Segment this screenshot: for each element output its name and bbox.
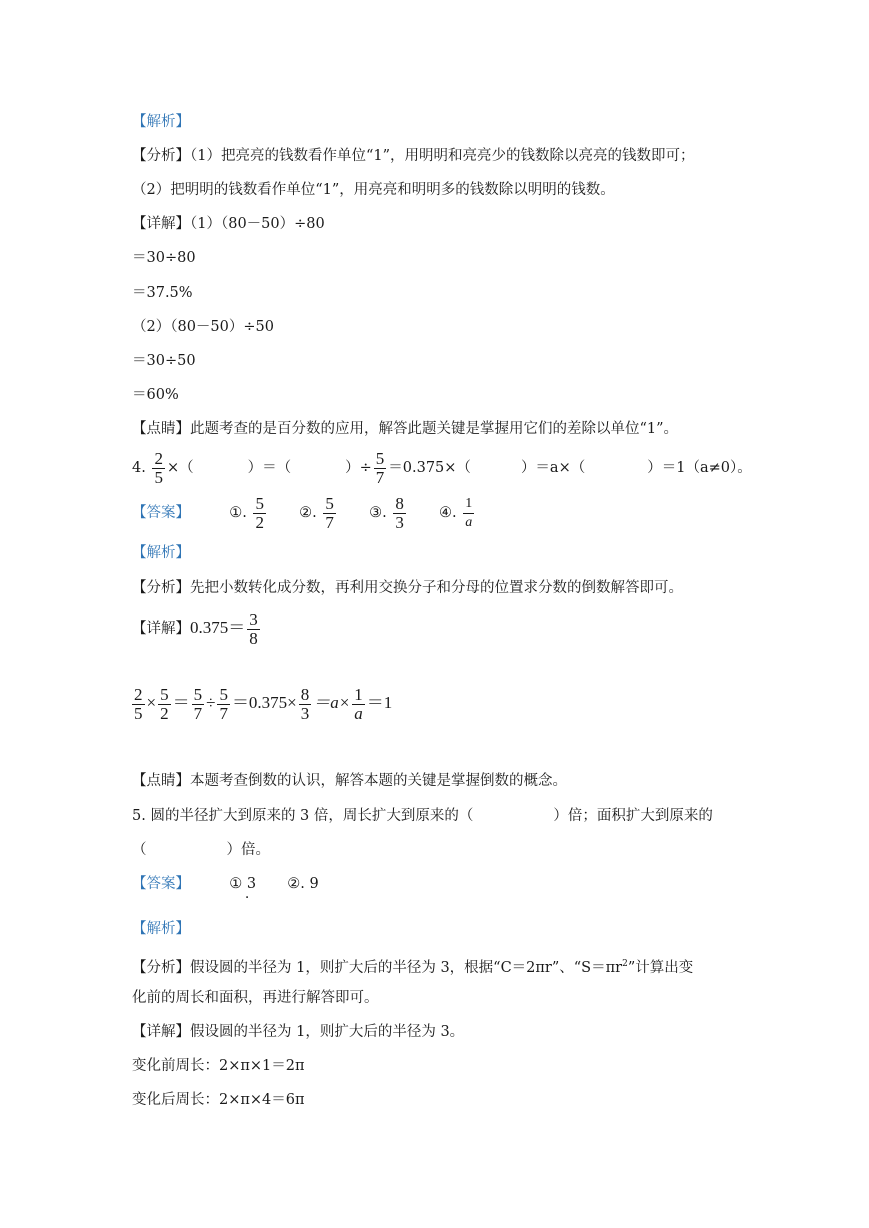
fraction: $\frac{2}{5}$ <box>154 448 163 487</box>
analysis-heading-1: 【解析】 <box>132 114 190 130</box>
analysis-tag: 【分析】 <box>132 580 190 596</box>
answer-3-fraction: $\frac{8}{3}$ <box>395 493 404 532</box>
detail-line-3: ＝37.5% <box>132 285 193 301</box>
analysis-heading-4: 【解析】 <box>132 545 190 561</box>
comment-text: 此题考查的是百分数的应用，解答此题关键是掌握用它们的差除以单位“1”。 <box>190 421 679 437</box>
detail-tag: 【详解】 <box>132 216 190 232</box>
q4-text: ）÷ <box>345 460 372 476</box>
detail-tag: 【详解】 <box>132 1024 190 1040</box>
question-5-line-2 <box>132 840 270 860</box>
detail-text: （1）（80－50）÷80 <box>190 216 325 232</box>
operator: × <box>146 693 157 712</box>
fraction: $\frac{5}{7}$ <box>219 684 228 723</box>
detail-line-q4 <box>132 608 262 649</box>
answer-2-label: ②. <box>287 876 305 892</box>
analysis-tag: 【分析】 <box>132 959 190 976</box>
answer-1-fraction: $\frac{5}{2}$ <box>255 493 264 532</box>
question-4 <box>132 448 752 488</box>
fraction: $\frac{5}{2}$ <box>160 684 169 723</box>
q4-text: ×（ <box>166 460 194 476</box>
detail-line-6: ＝60% <box>132 387 179 403</box>
answer-2-value: 9 <box>309 876 319 892</box>
q4-text: ）＝（ <box>247 460 292 476</box>
detail-line-5: ＝30÷50 <box>132 353 196 369</box>
q5-text: ）倍。 <box>226 842 270 858</box>
fraction: $\frac{8}{3}$ <box>300 684 310 723</box>
comment-line <box>132 419 678 439</box>
detail-line-1 <box>132 214 325 234</box>
answer-3-label: ③. <box>369 505 387 521</box>
detail-line-2: ＝30÷80 <box>132 250 196 266</box>
q5-text: （ <box>132 842 147 858</box>
analysis-line-q4 <box>132 578 683 598</box>
perimeter-before: 变化前周长：2×π×1＝2π <box>132 1058 305 1074</box>
comment-line-q4 <box>132 771 567 791</box>
perimeter-after: 变化后周长：2×π×4＝6π <box>132 1092 305 1108</box>
answer-tag: 【答案】 <box>132 505 190 521</box>
q4-text: ）＝a×（ <box>520 460 586 476</box>
analysis-line-q5-2: 化前的周长和面积，再进行解答即可。 <box>132 990 379 1006</box>
q5-text: 5. 圆的半径扩大到原来的 3 倍，周长扩大到原来的（ <box>132 808 474 824</box>
detail-line-4: （2）（80－50）÷50 <box>132 319 274 335</box>
fraction: $\frac{5}{7}$ <box>193 684 203 723</box>
analysis-text: 假设圆的半径为 1，则扩大后的半径为 3，根据“C＝2πr”、“S＝πr <box>190 959 623 976</box>
q4-text: ＝0.375×（ <box>388 460 471 476</box>
analysis-line-1 <box>132 146 695 166</box>
answer-1-label: ① <box>229 876 243 892</box>
superscript: 2 <box>622 959 628 969</box>
fraction: $\frac{3}{8}$ <box>249 609 258 648</box>
q5-text: ）倍；面积扩大到原来的 <box>553 808 713 824</box>
comment-text: 本题考查倒数的认识，解答本题的关键是掌握倒数的概念。 <box>190 773 567 789</box>
analysis-text: （1）把亮亮的钱数看作单位“1”，用明明和亮亮少的钱数除以亮亮的钱数即可； <box>190 148 695 164</box>
operator: ＝1 <box>366 693 393 712</box>
analysis-heading-5: 【解析】 <box>132 921 190 937</box>
operator: ＝0.375× <box>231 693 297 712</box>
answer-line-5 <box>132 874 319 894</box>
analysis-text: ”计算出变 <box>627 959 694 976</box>
detail-text: 假设圆的半径为 1，则扩大后的半径为 3。 <box>190 1024 465 1040</box>
detail-line-q5 <box>132 1022 464 1042</box>
detail-tag: 【详解】 <box>132 621 190 637</box>
operator: ＝a× <box>313 693 351 712</box>
answer-4-label: ④. <box>439 505 457 521</box>
answer-1-label: ①. <box>229 505 247 521</box>
analysis-tag: 【分析】 <box>132 148 190 164</box>
comment-tag: 【点睛】 <box>132 773 190 789</box>
detail-text: 0.375＝ <box>190 618 246 637</box>
operator: ＝ <box>172 693 190 712</box>
operator: ÷ <box>206 693 216 712</box>
fraction: $\frac{1}{a}$ <box>354 684 363 723</box>
answer-4-fraction: $\frac{1}{a}$ <box>465 495 473 530</box>
q4-text: ）＝1（a≠0）。 <box>647 460 752 476</box>
question-5-line-1 <box>132 806 713 826</box>
analysis-line-q5-1 <box>132 954 693 978</box>
answer-2-label: ②. <box>299 505 317 521</box>
fraction: $\frac{2}{5}$ <box>134 684 143 723</box>
answer-1-value: 3 · <box>247 876 256 892</box>
answer-line-4 <box>132 493 476 533</box>
comment-tag: 【点睛】 <box>132 421 190 437</box>
analysis-line-2: （2）把明明的钱数看作单位“1”，用亮亮和明明多的钱数除以明明的钱数。 <box>132 182 615 198</box>
answer-2-fraction: $\frac{5}{7}$ <box>325 493 334 532</box>
equation-line <box>132 683 392 723</box>
fraction: $\frac{5}{7}$ <box>375 448 385 487</box>
question-number: 4. <box>132 460 146 476</box>
answer-tag: 【答案】 <box>132 876 190 892</box>
analysis-text: 先把小数转化成分数，再利用交换分子和分母的位置求分数的倒数解答即可。 <box>190 580 683 596</box>
